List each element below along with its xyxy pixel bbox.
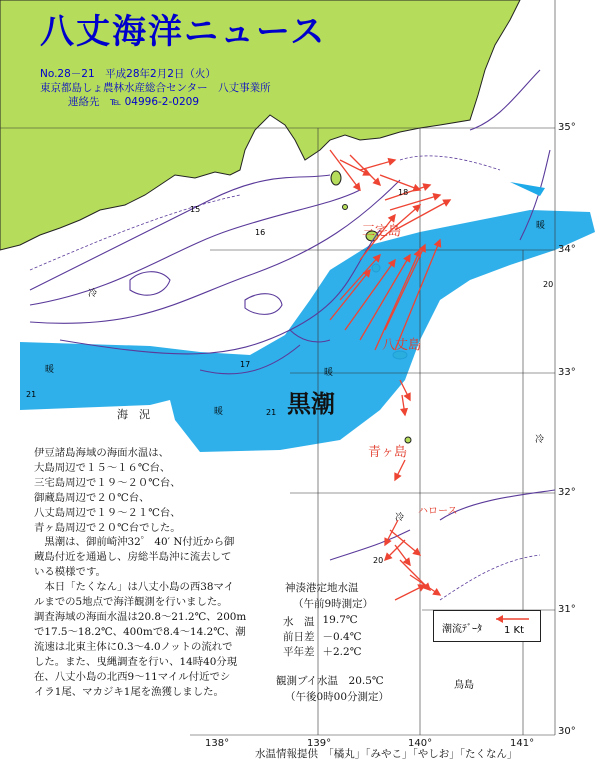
lat-label: 35° xyxy=(558,122,576,133)
report-line: で17.5～18.2℃、400mで8.4～14.2℃、潮 xyxy=(34,625,246,638)
report-line: した。また、曳縄調査を行い、14時40分現 xyxy=(34,655,238,668)
lat-label: 34° xyxy=(558,244,576,255)
port-temp-row xyxy=(283,644,361,659)
buoy-temp: 観測ブイ水温 20.5℃ xyxy=(276,675,384,687)
current-arrowhead xyxy=(395,473,400,480)
isotherm-value: 20 xyxy=(373,556,384,565)
current-arrowhead xyxy=(405,393,410,400)
report-line: 青ヶ島周辺で２０℃台でした。 xyxy=(34,521,181,534)
port-temp-subtitle: （午前9時測定） xyxy=(293,598,374,610)
report-line: 八丈島周辺で１９～２１℃台、 xyxy=(34,506,181,519)
port-temp-value: ＋2.2℃ xyxy=(322,646,362,658)
report-line: 三宅島周辺で１９～２０℃台、 xyxy=(34,476,181,489)
port-temp-row xyxy=(283,629,361,644)
current-arrow xyxy=(395,200,450,230)
warm-label: 暖 xyxy=(536,221,546,231)
org-line: 東京都島しょ農林水産総合センター 八丈事業所 xyxy=(40,82,271,94)
isotherm-value: 17 xyxy=(240,360,251,369)
lat-label: 33° xyxy=(558,367,576,378)
current-arrowhead xyxy=(443,200,450,206)
aogashima-label: 青ヶ島 xyxy=(368,445,408,460)
isotherm-value: 16 xyxy=(255,228,266,237)
kuroshio-label: 黒潮 xyxy=(287,389,335,418)
current-arrowhead xyxy=(423,184,430,190)
report-line: 黒潮は、御前崎沖32゜ 40′ N付近から御 xyxy=(34,536,235,549)
lat-label: 32° xyxy=(558,487,576,498)
report-line: 調査海域の海面水温は20.8～21.2℃、200m xyxy=(34,610,247,623)
kuroshio-direction-arrow xyxy=(510,182,545,196)
miyake-label: 三宅島 xyxy=(362,224,402,239)
issue-line: No.28－21 平成28年2月2日（火） xyxy=(40,68,216,80)
report-line: いる模様です。 xyxy=(34,566,106,579)
page-title: 八丈海洋ニュース xyxy=(40,12,327,52)
report-line: 大島周辺で１５～１６℃台、 xyxy=(34,461,171,474)
port-temp-row xyxy=(283,614,358,629)
report-line: ルまでの5地点で海洋観測を行いました。 xyxy=(34,596,228,609)
warm-label: 暖 xyxy=(45,365,55,375)
isotherm-value: 20 xyxy=(543,280,554,289)
buoy-time: （午後0時00分測定） xyxy=(285,691,390,703)
isotherm-value: 21 xyxy=(266,408,277,417)
lon-label: 138° xyxy=(205,738,230,749)
hachijo-label: 八丈島 xyxy=(382,338,422,353)
toshima-island xyxy=(343,205,348,210)
report-line: 本日「たくなん」は八丈小島の西38マイ xyxy=(34,581,235,594)
port-temp-value: 19.7℃ xyxy=(322,614,358,626)
data-sources: 水温情報提供 「橘丸」「みやこ」「やしお」「たくなん」 xyxy=(255,748,518,760)
report-line: 蔵島付近を通過し、房総半島沖に流去して xyxy=(34,551,232,564)
port-temp-title: 神湊港定地水温 xyxy=(285,582,359,594)
isotherm-value: 21 xyxy=(26,390,37,399)
kaikyo-label: 海 況 xyxy=(117,408,150,421)
report-line: 御蔵島周辺で２０℃台、 xyxy=(34,491,150,504)
current-legend xyxy=(433,610,541,642)
legend-speed: 1 Kt xyxy=(504,625,525,636)
current-arrowhead xyxy=(433,194,440,200)
legend-label: 潮流ﾃﾞｰﾀ xyxy=(442,624,482,635)
port-temp-key: 前日差 xyxy=(283,631,315,643)
current-arrowhead xyxy=(354,183,360,190)
isotherm-value: 15 xyxy=(190,205,201,214)
port-temp-key: 水 温 xyxy=(283,616,315,628)
torishima-label: 鳥島 xyxy=(454,680,474,691)
isotherm-value: 18 xyxy=(398,188,409,197)
lon-label: 141° xyxy=(510,738,535,749)
cold-label: 冷 xyxy=(535,435,545,445)
report-line: 伊豆諸島海域の海面水温は、 xyxy=(34,447,170,459)
port-temp-value: －0.4℃ xyxy=(322,631,362,643)
lon-label: 139° xyxy=(307,738,332,749)
report-line: イラ1尾、マカジキ1尾を漁獲しました。 xyxy=(34,685,224,698)
port-temp-key: 平年差 xyxy=(283,646,315,658)
report-text xyxy=(34,446,274,699)
current-arrowhead xyxy=(388,159,395,165)
contact-line: 連絡先 ℡ 04996-2-0209 xyxy=(68,96,199,108)
oshima-island xyxy=(331,171,341,185)
cold-label: 冷 xyxy=(395,513,405,523)
report-line: 在、八丈小島の北西9～11マイル付近でシ xyxy=(34,670,231,683)
current-arrowhead xyxy=(433,589,440,595)
current-arrowhead xyxy=(401,409,407,415)
warm-label: 暖 xyxy=(214,407,224,417)
lat-label: 31° xyxy=(558,604,576,615)
warm-label: 暖 xyxy=(324,368,334,378)
lat-label: 30° xyxy=(558,726,576,737)
lon-label: 140° xyxy=(408,738,433,749)
cold-label: 冷 xyxy=(88,289,98,299)
report-line: 流速は北東主体に0.3～4.0ノットの流れで xyxy=(34,640,233,653)
harorosu-label: ハロース xyxy=(418,506,458,517)
